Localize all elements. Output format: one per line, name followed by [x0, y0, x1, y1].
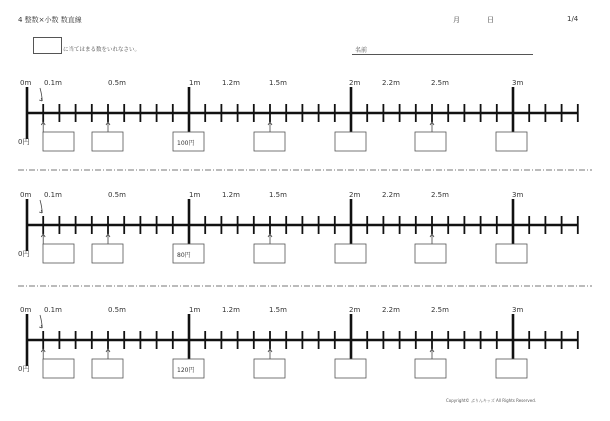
tick-label: 0.1m — [44, 191, 62, 199]
price-zero-label: 0円 — [18, 138, 30, 146]
page-number: 1/4 — [567, 15, 579, 23]
answer-box[interactable] — [254, 359, 285, 378]
given-value: 80円 — [177, 252, 191, 259]
worksheet-title: 4 整数×小数 数直線 — [18, 16, 82, 24]
copyright-text: Copyright© ぷりんキッズ All Rights Reserved. — [446, 398, 537, 403]
tick-label: 2.2m — [382, 191, 400, 199]
tick-label: 2.5m — [431, 306, 449, 314]
tick-label: 1m — [189, 191, 201, 199]
answer-box[interactable] — [43, 244, 74, 263]
tick-label: 1.2m — [222, 306, 240, 314]
tick-label: 2.5m — [431, 79, 449, 87]
answer-box[interactable] — [254, 244, 285, 263]
instruction-text: に当てはまる数をいれなさい。 — [63, 47, 141, 53]
tick-label: 2m — [349, 79, 361, 87]
answer-box[interactable] — [92, 244, 123, 263]
answer-box[interactable] — [92, 132, 123, 151]
answer-box[interactable] — [335, 244, 366, 263]
tick-label: 3m — [512, 79, 524, 87]
answer-box[interactable] — [335, 359, 366, 378]
given-value: 120円 — [177, 367, 195, 374]
tick-label: 0.5m — [108, 306, 126, 314]
tick-label: 0.5m — [108, 79, 126, 87]
tick-label: 1.2m — [222, 191, 240, 199]
answer-box[interactable] — [496, 359, 527, 378]
tick-label: 3m — [512, 306, 524, 314]
pointer-arrowhead-icon — [39, 98, 42, 101]
answer-box[interactable] — [92, 359, 123, 378]
answer-box[interactable] — [415, 132, 446, 151]
tick-label: 1m — [189, 306, 201, 314]
tick-label: 2m — [349, 191, 361, 199]
tick-label: 0m — [20, 79, 32, 87]
tick-label: 1.5m — [269, 191, 287, 199]
tick-label: 0.5m — [108, 191, 126, 199]
tick-label: 0.1m — [44, 79, 62, 87]
pointer-arrowhead-icon — [39, 210, 42, 213]
answer-box[interactable] — [496, 244, 527, 263]
month-label: 月 — [453, 16, 460, 24]
answer-box[interactable] — [254, 132, 285, 151]
answer-box[interactable] — [415, 244, 446, 263]
tick-label: 3m — [512, 191, 524, 199]
tick-label: 2.5m — [431, 191, 449, 199]
price-zero-label: 0円 — [18, 250, 30, 258]
tick-label: 1.5m — [269, 306, 287, 314]
name-label: 名前 — [355, 47, 368, 54]
tick-label: 2m — [349, 306, 361, 314]
given-value: 100円 — [177, 140, 195, 147]
tick-label: 1.2m — [222, 79, 240, 87]
tick-label: 0m — [20, 306, 32, 314]
tick-label: 1.5m — [269, 79, 287, 87]
tick-label: 0.1m — [44, 306, 62, 314]
tick-label: 2.2m — [382, 79, 400, 87]
answer-box[interactable] — [43, 132, 74, 151]
answer-box[interactable] — [335, 132, 366, 151]
answer-box[interactable] — [415, 359, 446, 378]
price-zero-label: 0円 — [18, 365, 30, 373]
day-label: 日 — [487, 16, 494, 24]
answer-box[interactable] — [496, 132, 527, 151]
tick-label: 1m — [189, 79, 201, 87]
answer-box[interactable] — [43, 359, 74, 378]
tick-label: 2.2m — [382, 306, 400, 314]
pointer-arrowhead-icon — [39, 325, 42, 328]
tick-label: 0m — [20, 191, 32, 199]
